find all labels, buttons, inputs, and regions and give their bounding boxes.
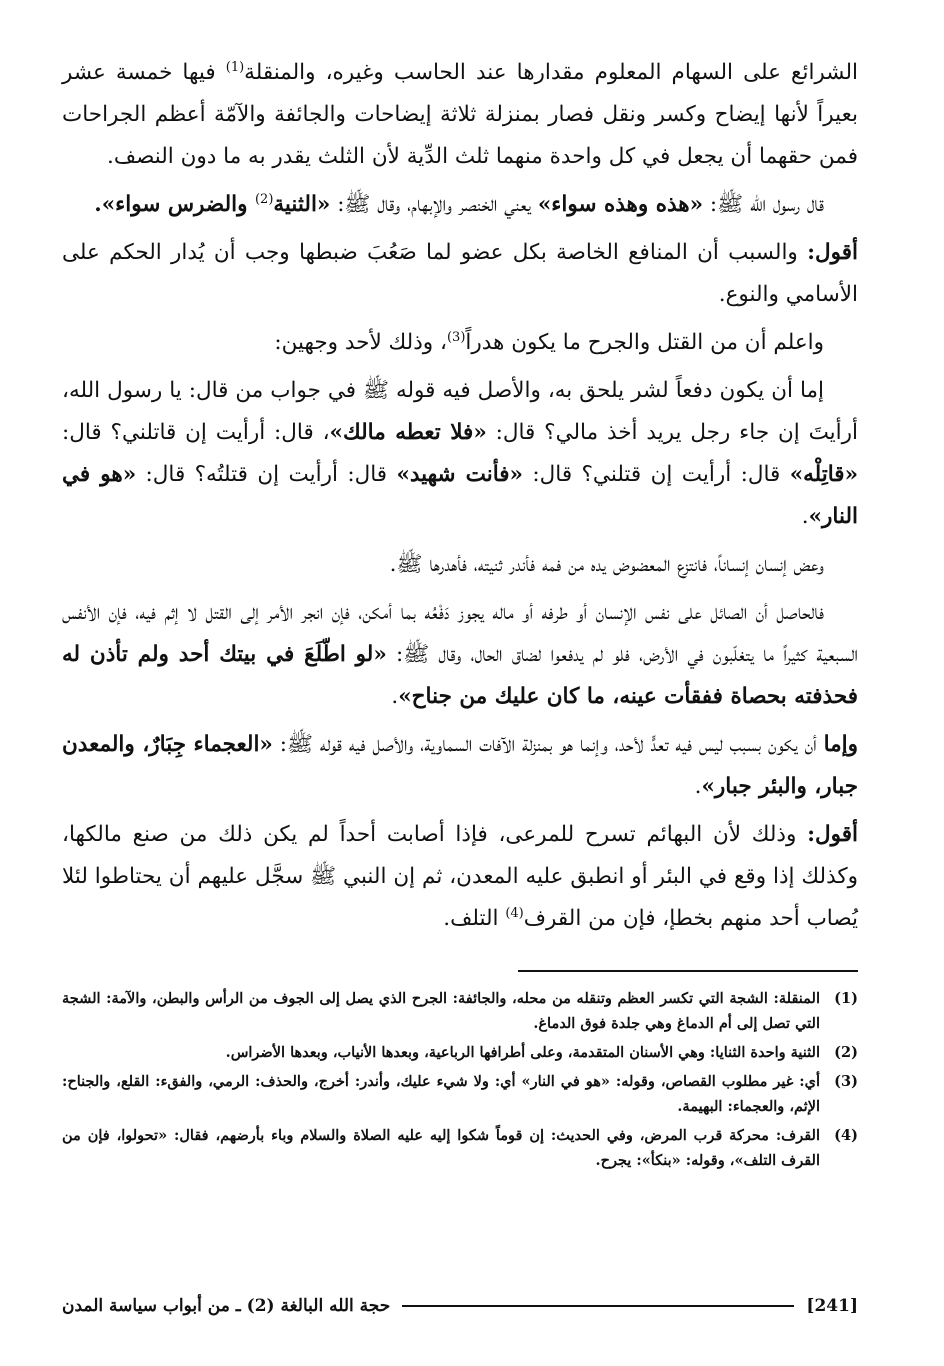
paragraph: [62, 184, 858, 226]
footnote-separator: [518, 970, 858, 972]
bold-text: «هذه وهذه سواء»: [537, 192, 704, 217]
bold-text: «هو في النار»: [62, 462, 858, 529]
text-run: أن يكون بسبب ليس فيه تعدٍّ لأحد، وإنما هو بمنزلة الآفات السماوية، والأصل فيه قوله ﷺ:: [272, 732, 824, 757]
paragraph: [62, 370, 858, 538]
main-text: [62, 52, 858, 940]
footnote-text: القرف: محركة قرب المرض، وفي الحديث: إن قوماً شكوا إليه عليه الصلاة والسلام وباء بأرضهم، فقال: «تحولوا، فإن من القرف التلف»، وقوله: «بنكأ»: يجرح.: [62, 1127, 820, 1169]
paragraph: [62, 52, 858, 178]
text-run: وذلك لأن البهائم تسرح للمرعى، فإذا أصابت أحداً لم يكن ذلك من صنع مالكها، وكذلك إذا وقع في البئر أو انطبق عليه المعدن، ثم إن النبي ﷺ سجَّل عليهم أن يحتاطوا لئلا يُصاب أحد منهم بخطإ، فإن من القرف: [62, 822, 858, 931]
bold-text: أقول:: [807, 822, 858, 847]
bold-text: «فلا تعطه مالك»: [329, 420, 487, 445]
footnote-text: أي: غير مطلوب القصاص، وقوله: «هو في النار» أي: ولا شيء عليك، وأندر: أخرج، والحذف: الرمي، والفقء: القلع، والجناح: الإثم، والعجماء: البهيمة.: [62, 1073, 820, 1115]
footnote-ref: (2): [254, 191, 274, 207]
text-run: فالحاصل أن الصائل على نفس الإنسان أو طرفه أو ماله يجوز دَفْعُه بما أمكن، فإن انجر الأمر إلى القتل لا إثم فيه، فإن الأنفس السبعية كثيراً ما يتغلّبون في الأرض، فلو لم يدفعوا لضاق الحال، وقال ﷺ:: [62, 600, 858, 667]
footnote-text: المنقلة: الشجة التي تكسر العظم وتنقله من محله، والجائفة: الجرح الذي يصل إلى الجوف من الرأس والبطن، والآمة: الشجة التي تصل إلى أم الدماغ وهي جلدة فوق الدماغ.: [62, 990, 820, 1032]
footnote-number: (3): [834, 1073, 858, 1090]
footnote-number: (2): [834, 1044, 858, 1061]
page-number: [241]: [806, 1296, 858, 1316]
paragraph: [62, 724, 858, 808]
footnote-text: الثنية واحدة الثنايا: وهي الأسنان المتقدمة، وعلى أطرافها الرباعية، وبعدها الأنياب، وبعدها الأضراس.: [225, 1044, 820, 1061]
paragraph: [62, 232, 858, 316]
footnote: [62, 1069, 858, 1119]
footnote: [62, 1040, 858, 1065]
bold-text: وإما: [823, 732, 858, 757]
paragraph: [62, 544, 858, 586]
text-run: .: [694, 774, 702, 799]
text-run: إما أن يكون دفعاً لشر يلحق به، والأصل فيه قوله ﷺ في جواب من قال: يا رسول الله، أرأيتَ إن جاء رجل يريد أخذ مالي؟ قال:: [62, 378, 858, 445]
text-run: .: [391, 684, 399, 709]
text-run: واعلم أن من القتل والجرح ما يكون هدراً: [465, 330, 824, 355]
text-run: ، قال: أرأيت إن قاتلني؟ قال:: [62, 420, 330, 445]
text-run: الشرائع على السهام المعلوم مقدارها عند الحاسب وغيره، والمنقلة: [244, 60, 858, 85]
bold-text: والضرس سواء».: [94, 192, 255, 217]
text-run: قال رسول الله ﷺ:: [703, 192, 824, 217]
text-run: قال: أرأيت إن قتلني؟ قال:: [523, 462, 790, 487]
text-run: يعني الخنصر والإبهام، وقال ﷺ:: [330, 192, 538, 217]
footnotes: [62, 986, 858, 1173]
bold-text: «لو اطّلَعَ في بيتك أحد ولم تأذن له فحذفته بحصاة ففقأت عينه، ما كان عليك من جناح»: [62, 642, 858, 709]
footnote: [62, 1123, 858, 1173]
bold-text: أقول:: [807, 240, 858, 265]
text-run: .: [801, 504, 809, 529]
footnote: [62, 986, 858, 1036]
paragraph: [62, 322, 858, 364]
footer-rule: [402, 1305, 794, 1307]
text-run: والسبب أن المنافع الخاصة بكل عضو لما صَعُبَ ضبطها وجب أن يُدار الحكم على الأسامي والنوع.: [62, 240, 858, 307]
bold-text: «العجماء جِبَارٌ، والمعدن جبار، والبئر جبار»: [62, 732, 858, 799]
footnote-number: (1): [834, 990, 858, 1007]
book-title: حجة الله البالغة (2) ـ من أبواب سياسة المدن: [62, 1296, 391, 1316]
page-footer: [62, 1296, 858, 1316]
text-run: وعض إنسان إنساناً، فانتزع المعضوض يده من فمه فأندر ثنيته، فأهدرها ﷺ.: [389, 552, 824, 577]
footnote-number: (4): [834, 1127, 858, 1144]
text-run: قال: أرأيت إن قتلتُه؟ قال:: [136, 462, 397, 487]
paragraph: [62, 592, 858, 718]
text-run: التلف.: [443, 906, 506, 931]
text-run: ، وذلك لأحد وجهين:: [274, 330, 447, 355]
bold-text: «قاتِلْه»: [789, 462, 859, 487]
footnote-ref: (3): [446, 329, 466, 345]
footnote-ref: (4): [505, 905, 524, 921]
bold-text: «الثنية: [273, 192, 331, 217]
bold-text: «فأنت شهيد»: [396, 462, 523, 487]
paragraph: [62, 814, 858, 940]
text-run: فيها خمسة عشر بعيراً لأنها إيضاح وكسر ونقل فصار بمنزلة ثلاثة إيضاحات والجائفة والآمّة أعظم الجراحات فمن حقهما أن يجعل في كل واحدة منهما ثلث الدِّية لأن الثلث يقدر به ما دون النصف.: [62, 60, 858, 169]
footnote-ref: (1): [225, 59, 245, 75]
